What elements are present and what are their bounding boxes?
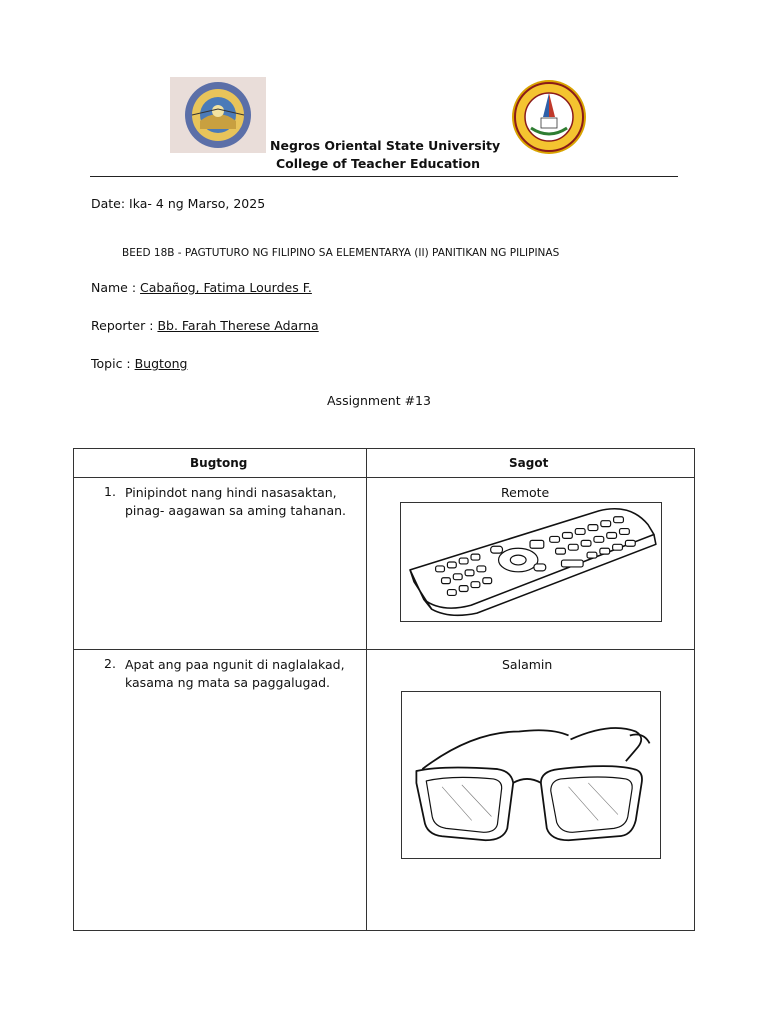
table-row-divider (73, 649, 695, 650)
riddle-text: Pinipindot nang hindi nasasaktan, pinag- aagawan sa aming tahanan. (125, 485, 347, 518)
reporter-label: Reporter : (91, 318, 158, 333)
riddle-number: 2. (104, 656, 116, 671)
remote-control-illustration (400, 502, 662, 622)
name-value: Cabañog, Fatima Lourdes F. (140, 280, 312, 295)
reporter-line (91, 318, 319, 333)
assignment-title: Assignment #13 (327, 393, 431, 408)
course-line: BEED 18B - PAGTUTURO NG FILIPINO SA ELEMENTARYA (II) PANITIKAN NG PILIPINAS (122, 247, 560, 259)
riddle-number: 1. (104, 484, 116, 499)
answer-text: Salamin (502, 657, 553, 672)
name-line (91, 280, 312, 295)
table-header-divider (73, 477, 695, 478)
header-divider (90, 176, 678, 177)
column-header-bugtong: Bugtong (190, 456, 248, 470)
topic-label: Topic : (91, 356, 135, 371)
topic-value: Bugtong (134, 356, 188, 371)
column-header-sagot: Sagot (509, 456, 549, 470)
riddle-text: Apat ang paa ngunit di naglalakad, kasama ng mata sa paggalugad. (125, 657, 345, 690)
name-label: Name : (91, 280, 141, 295)
table-column-divider (366, 448, 367, 931)
university-name: Negros Oriental State University (270, 138, 501, 153)
answer-text: Remote (501, 485, 550, 500)
college-of-education-logo (170, 77, 266, 153)
date-line: Date: Ika- 4 ng Marso, 2025 (91, 196, 266, 211)
reporter-value: Bb. Farah Therese Adarna (157, 318, 319, 333)
university-seal-logo (497, 78, 601, 156)
college-name: College of Teacher Education (276, 156, 481, 171)
topic-line (91, 356, 187, 371)
eyeglasses-illustration (401, 691, 661, 859)
